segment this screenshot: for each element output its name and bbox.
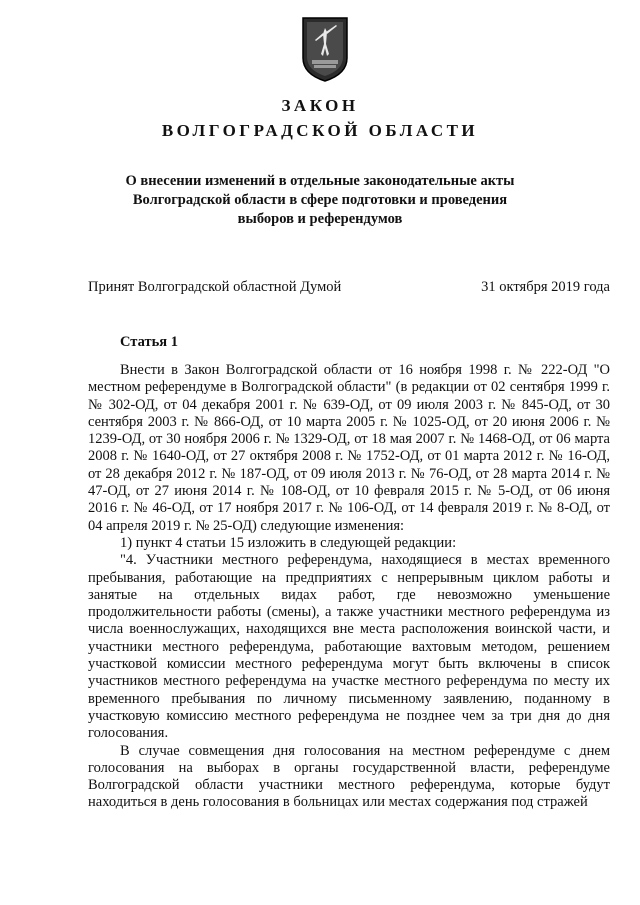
- article-paragraph: "4. Участники местного референдума, находящиеся в местах временного пребывания, работающие на предприятиях с непрерывным циклом работы и занятые на отдельных видах работ, где невозможно уменьшение продолжительности работы (смены), а также участники местного референдума из числа военнослужащих, находящихся вне места расположения воинской части, и участники местного референдума, работающие вахтовым методом, решением участковой комиссии местного референдума могут быть включены в список участников местного референдума на участке местного референдума по месту их временного пребывания по личному письменному заявлению, поданному в участковую комиссию местного референдума не позднее чем за три дня до дня голосования.: [88, 552, 610, 742]
- adoption-date: 31 октября 2019 года: [481, 279, 610, 295]
- adopted-by: Принят Волгоградской областной Думой: [88, 279, 342, 295]
- region-title: ВОЛГОГРАДСКОЙ ОБЛАСТИ: [161, 121, 479, 140]
- coat-of-arms-icon: [300, 14, 350, 84]
- law-subtitle: О внесении изменений в отдельные законодательные акты Волгоградской области в сфере подготовки и проведения выборов и референдумов: [125, 173, 515, 227]
- article-paragraph: Внести в Закон Волгоградской области от 16 ноября 1998 г. № 222-ОД "О местном референдуме в Волгоградской области" (в редакции от 02 сентября 1999 г. № 302-ОД, от 04 декабря 2001 г. № 639-ОД, от 09 июля 2003 г. № 845-ОД, от 30 сентября 2003 г. № 866-ОД, от 10 марта 2005 г. № 1025-ОД, от 20 июня 2006 г. № 1239-ОД, от 30 ноября 2006 г. № 1329-ОД, от 18 мая 2007 г. № 1468-ОД, от 06 марта 2008 г. № 1640-ОД, от 27 октября 2008 г. № 1752-ОД, от 01 марта 2012 г. № 16-ОД, от 28 декабря 2012 г. № 187-ОД, от 09 июля 2013 г. № 76-ОД, от 28 марта 2014 г. № 47-ОД, от 27 июня 2014 г. № 108-ОД, от 10 февраля 2015 г. № 5-ОД, от 06 июня 2016 г. № 46-ОД, от 17 ноября 2017 г. № 106-ОД, от 14 февраля 2019 г. № 8-ОД, от 04 апреля 2019 г. № 25-ОД) следующие изменения:: [88, 362, 610, 534]
- article-heading: Статья 1: [120, 334, 178, 350]
- article-paragraph: В случае совмещения дня голосования на местном референдуме с днем голосования на выборах в органы государственной власти, референдуме Волгоградской области участники местного референдума, которые будут находиться в день голосования в больницах или местах содержания под стражей: [88, 742, 610, 811]
- article-paragraph: 1) пункт 4 статьи 15 изложить в следующей редакции:: [120, 534, 457, 551]
- article-body: [88, 362, 610, 812]
- law-title: ЗАКОН: [281, 96, 359, 115]
